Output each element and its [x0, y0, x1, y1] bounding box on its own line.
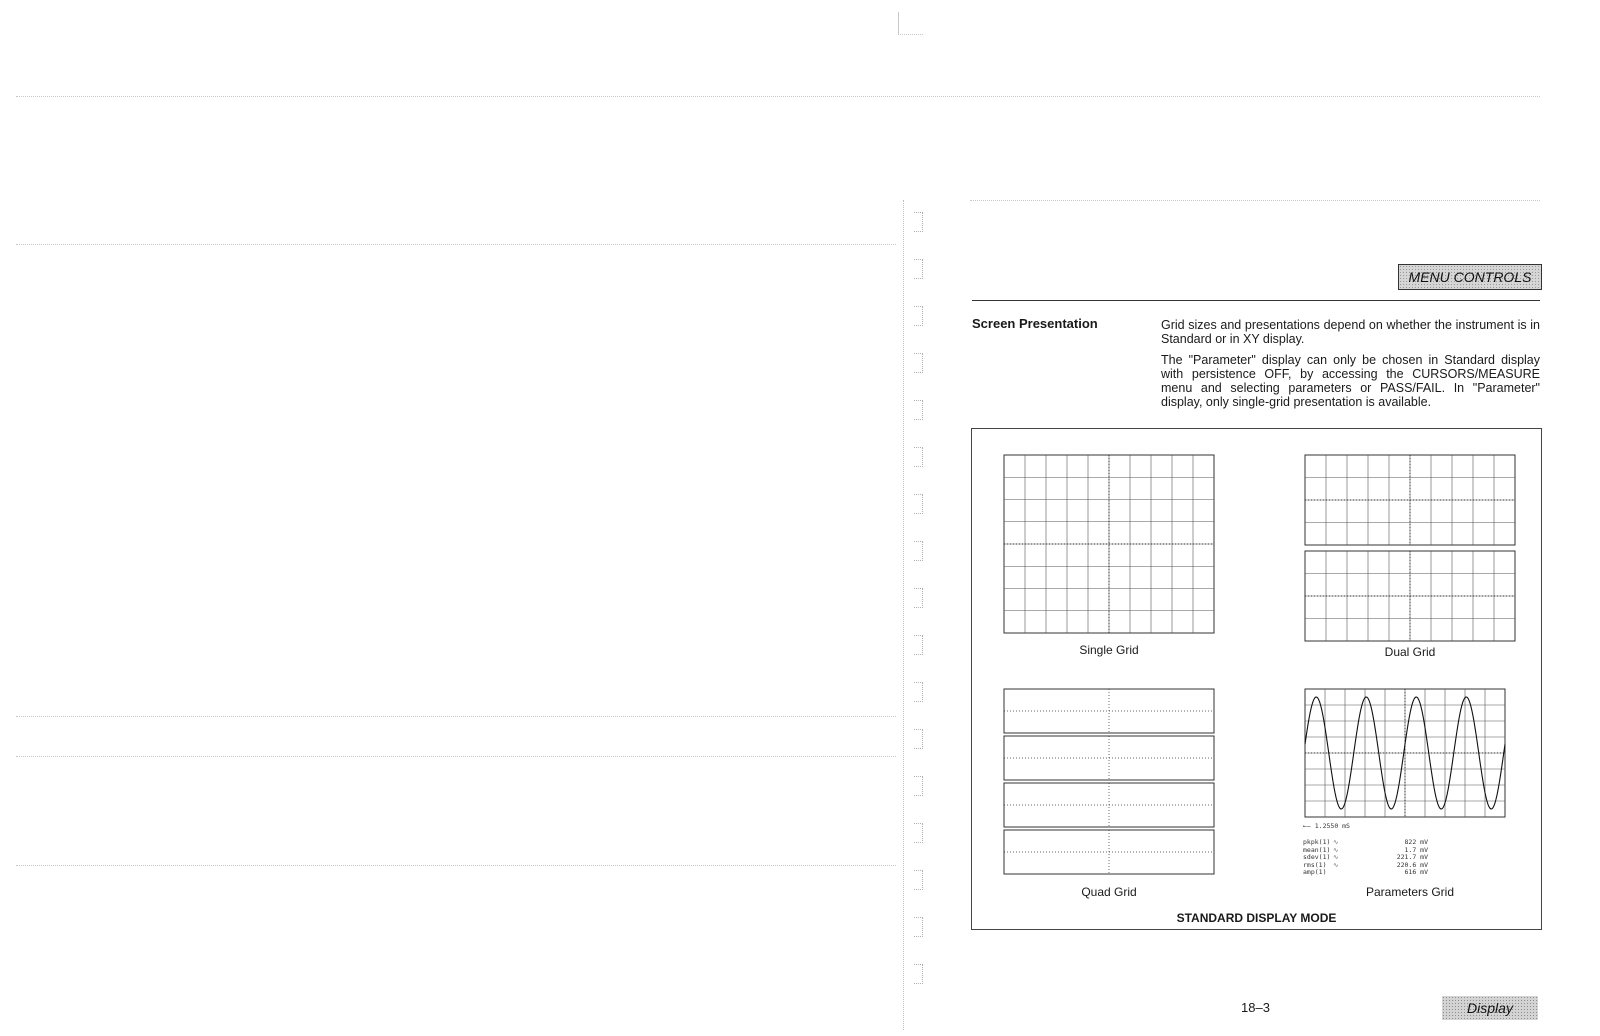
parameter-row: amp(1) 616 mV	[1303, 868, 1428, 876]
punch-hole	[914, 917, 923, 937]
parameters-grid-label: Parameters Grid	[1365, 885, 1455, 899]
section-title: Screen Presentation	[972, 316, 1098, 331]
wave-icon: ∿	[1333, 853, 1339, 861]
header-rule	[972, 300, 1540, 301]
dual-grid-label: Dual Grid	[1384, 645, 1436, 659]
section-tab: MENU CONTROLS	[1398, 264, 1542, 290]
wave-icon: ∿	[1333, 838, 1339, 846]
wave-icon: ∿	[1333, 860, 1339, 869]
punch-hole	[914, 870, 923, 890]
bleed-rule	[970, 200, 1540, 201]
quad-grid-label: Quad Grid	[1081, 885, 1137, 899]
chapter-tab: Display	[1442, 996, 1538, 1020]
parameter-row: sdev(1) ∿ 221.7 mV	[1303, 853, 1428, 861]
parameter-readout	[1303, 839, 1433, 877]
single-grid-label: Single Grid	[1079, 643, 1139, 657]
punch-hole	[914, 729, 923, 749]
paragraph-2: The "Parameter" display can only be chosen in Standard display with persistence OFF, by accessing the CURSORS/MEASURE menu and selecting parameters or PASS/FAIL. In "Parameter" display, only single-grid presentation is available.	[1161, 353, 1540, 409]
punch-hole	[914, 494, 923, 514]
punch-hole	[914, 259, 923, 279]
punch-hole	[914, 776, 923, 796]
punch-hole	[914, 682, 923, 702]
display-modes-figure	[971, 428, 1542, 930]
page-number: 18–3	[1241, 1000, 1270, 1015]
bleed-rule	[16, 244, 896, 245]
bleed-rule	[16, 716, 896, 717]
parameter-row: mean(1) ∿ 1.7 mV	[1303, 845, 1428, 854]
parameter-row: rms(1) ∿ 220.6 mV	[1303, 860, 1428, 869]
dual-grid-illustration	[1303, 453, 1517, 645]
punch-hole	[914, 306, 923, 326]
punch-hole	[914, 635, 923, 655]
punch-hole	[914, 588, 923, 608]
parameters-grid-illustration	[1303, 687, 1513, 819]
punch-hole	[914, 212, 923, 232]
punch-hole	[914, 447, 923, 467]
punch-hole	[914, 823, 923, 843]
paragraph-1: Grid sizes and presentations depend on whether the instrument is in Standard or in XY display.	[1161, 318, 1540, 346]
punch-hole	[914, 964, 923, 984]
bleed-rule	[16, 96, 1540, 97]
punch-hole	[914, 541, 923, 561]
timebase-value: 1.2550 mS	[1314, 822, 1350, 830]
parameter-row: pkpk(1) ∿ 822 mV	[1303, 838, 1428, 846]
wave-icon: ∿	[1333, 845, 1339, 854]
single-grid-illustration	[1002, 453, 1216, 635]
binder-edge	[903, 200, 904, 1030]
quad-grid-illustration	[1002, 687, 1216, 877]
punch-hole	[914, 400, 923, 420]
figure-caption: STANDARD DISPLAY MODE	[1176, 911, 1337, 925]
bleed-rule	[16, 756, 896, 757]
timebase-readout	[1303, 822, 1350, 830]
bleed-rule	[16, 865, 896, 866]
punch-hole	[914, 353, 923, 373]
arrow-left-icon: ←—	[1303, 822, 1315, 830]
crop-mark	[898, 12, 923, 35]
